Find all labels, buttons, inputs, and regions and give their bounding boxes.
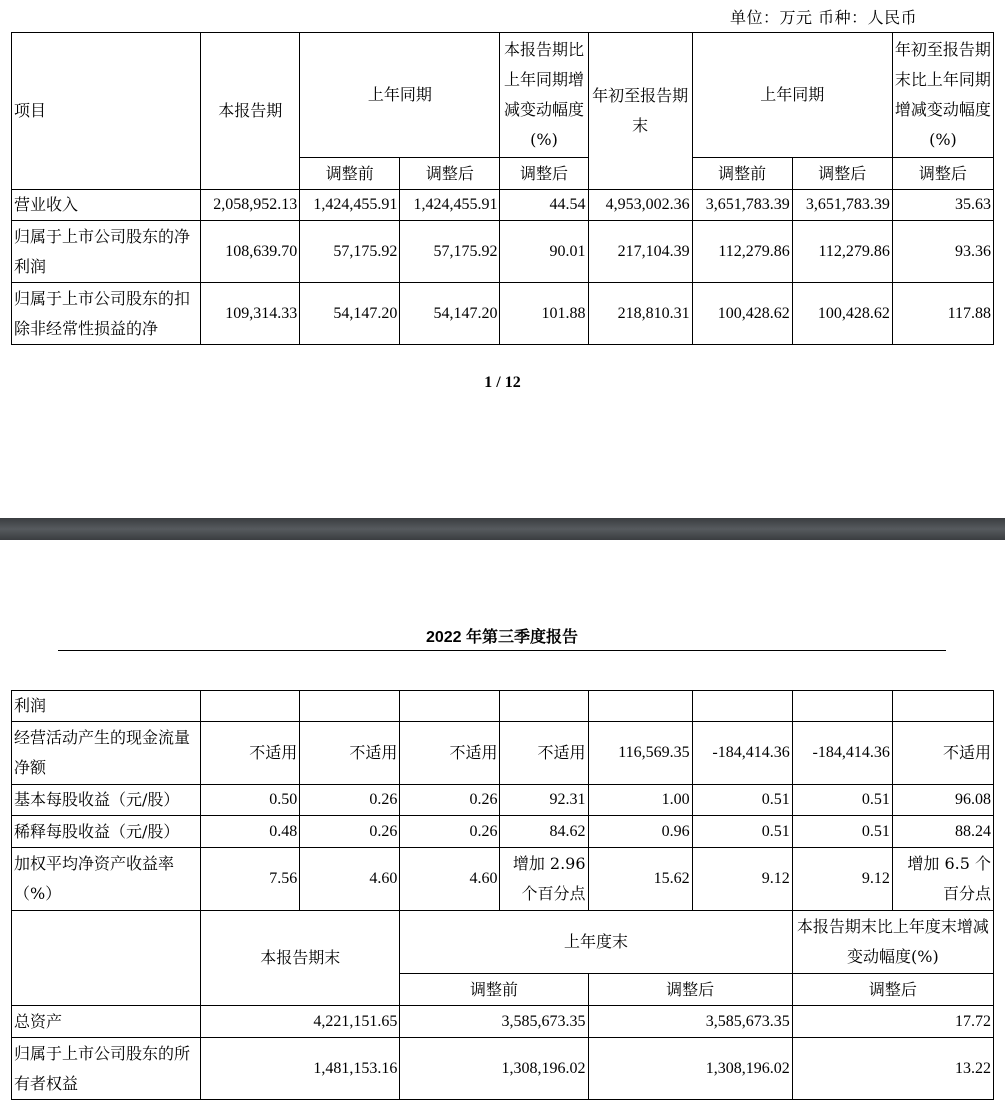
table-row [12,1038,994,1100]
cell-value [201,691,300,722]
cell-value: 35.63 [892,190,993,221]
table-row [12,816,994,848]
cell-value: 4.60 [400,848,500,911]
row-label: 归属于上市公司股东的所有者权益 [12,1038,201,1100]
key-financials-table-continued [11,690,994,1100]
cell-value: 90.01 [500,221,588,283]
cell-value: 不适用 [500,722,588,785]
page-separator [0,518,1005,540]
cell-value: 0.26 [400,816,500,848]
cell-value: 109,314.33 [201,283,300,345]
cell-value: 1,424,455.91 [300,190,400,221]
row-label: 归属于上市公司股东的扣除非经常性损益的净 [12,283,201,345]
subheader-after-adj: 调整后 [500,158,588,190]
cell-value: 117.88 [892,283,993,345]
row-label: 总资产 [12,1006,201,1038]
cell-value: 100,428.62 [692,283,792,345]
cell-value: 4,221,151.65 [201,1006,400,1038]
cell-value: 100,428.62 [792,283,892,345]
cell-value: 0.51 [692,785,792,816]
cell-value: 84.62 [500,816,588,848]
cell-value [500,691,588,722]
report-page-2 [0,540,1005,1112]
cell-value: 2,058,952.13 [201,190,300,221]
cell-value: 0.51 [792,785,892,816]
cell-value: 增加 6.5 个百分点 [892,848,993,911]
header-prev-year-end: 上年度末 [400,911,792,974]
table-row [12,691,994,722]
header-prev-same-ytd: 上年同期 [692,33,892,158]
cell-value: 96.08 [892,785,993,816]
table-row [12,785,994,816]
cell-value: 0.51 [692,816,792,848]
cell-value: 112,279.86 [792,221,892,283]
cell-value: 3,651,783.39 [692,190,792,221]
cell-value: 增加 2.96 个百分点 [500,848,588,911]
cell-value: 54,147.20 [400,283,500,345]
table-row [12,848,994,911]
page-number: 1 / 12 [484,374,521,391]
cell-value: 1.00 [588,785,692,816]
header-change-vs-prev-year-end: 本报告期末比上年度末增减变动幅度(%) [792,911,993,974]
cell-value: 1,308,196.02 [588,1038,792,1100]
cell-value [300,691,400,722]
cell-value [892,691,993,722]
key-financials-table [11,32,994,345]
header-item: 项目 [12,33,201,190]
cell-value: 44.54 [500,190,588,221]
report-title: 2022 年第三季度报告 [58,624,946,651]
cell-value: 13.22 [792,1038,993,1100]
cell-value: 不适用 [892,722,993,785]
table-header-row [12,33,994,158]
cell-value: 不适用 [201,722,300,785]
row-label: 营业收入 [12,190,201,221]
balance-header-row [12,911,994,974]
table-row [12,190,994,221]
cell-value: 92.31 [500,785,588,816]
table-row [12,722,994,785]
subheader-after-adj: 调整后 [892,158,993,190]
cell-value: 0.26 [300,816,400,848]
cell-value: 0.26 [400,785,500,816]
subheader-after-adj: 调整后 [400,158,500,190]
cell-value [692,691,792,722]
table-row [12,283,994,345]
cell-value: 88.24 [892,816,993,848]
cell-value: 4.60 [300,848,400,911]
cell-value: 不适用 [400,722,500,785]
row-label: 归属于上市公司股东的净利润 [12,221,201,283]
cell-value: 93.36 [892,221,993,283]
cell-value: 3,585,673.35 [400,1006,588,1038]
cell-value: 217,104.39 [588,221,692,283]
row-label: 稀释每股收益（元/股） [12,816,201,848]
header-prev-same-period: 上年同期 [300,33,500,158]
cell-value: 57,175.92 [400,221,500,283]
row-label: 经营活动产生的现金流量净额 [12,722,201,785]
cell-value [400,691,500,722]
cell-value: 9.12 [792,848,892,911]
subheader-before-adj: 调整前 [300,158,400,190]
cell-value: 1,424,455.91 [400,190,500,221]
cell-value: 0.26 [300,785,400,816]
cell-value: 54,147.20 [300,283,400,345]
cell-value [792,691,892,722]
subheader-before-adj: 调整前 [692,158,792,190]
cell-value: 101.88 [500,283,588,345]
header-ytd: 年初至报告期末 [588,33,692,190]
cell-value: 0.48 [201,816,300,848]
cell-value: 1,308,196.02 [400,1038,588,1100]
report-page-1 [0,0,1005,518]
subheader-after-adj: 调整后 [588,974,792,1006]
subheader-after-adj: 调整后 [792,974,993,1006]
unit-currency-note: 单位：万元 币种：人民币 [730,8,918,27]
cell-value: 不适用 [300,722,400,785]
cell-value: 4,953,002.36 [588,190,692,221]
header-period-end: 本报告期末 [201,911,400,1006]
row-label: 基本每股收益（元/股） [12,785,201,816]
cell-value [588,691,692,722]
header-change-current: 本报告期比上年同期增减变动幅度(%) [500,33,588,158]
cell-value: -184,414.36 [792,722,892,785]
cell-value: 3,585,673.35 [588,1006,792,1038]
cell-value: -184,414.36 [692,722,792,785]
header-blank [12,911,201,1006]
table-row [12,1006,994,1038]
cell-value: 108,639.70 [201,221,300,283]
table-row [12,221,994,283]
cell-value: 57,175.92 [300,221,400,283]
cell-value: 1,481,153.16 [201,1038,400,1100]
subheader-after-adj: 调整后 [792,158,892,190]
cell-value: 0.50 [201,785,300,816]
cell-value: 218,810.31 [588,283,692,345]
cell-value: 116,569.35 [588,722,692,785]
cell-value: 112,279.86 [692,221,792,283]
header-current-period: 本报告期 [201,33,300,190]
row-label: 加权平均净资产收益率（%） [12,848,201,911]
cell-value: 15.62 [588,848,692,911]
cell-value: 7.56 [201,848,300,911]
row-label: 利润 [12,691,201,722]
cell-value: 0.96 [588,816,692,848]
cell-value: 0.51 [792,816,892,848]
cell-value: 17.72 [792,1006,993,1038]
subheader-before-adj: 调整前 [400,974,588,1006]
cell-value: 9.12 [692,848,792,911]
cell-value: 3,651,783.39 [792,190,892,221]
header-change-ytd: 年初至报告期末比上年同期增减变动幅度(%) [892,33,993,158]
